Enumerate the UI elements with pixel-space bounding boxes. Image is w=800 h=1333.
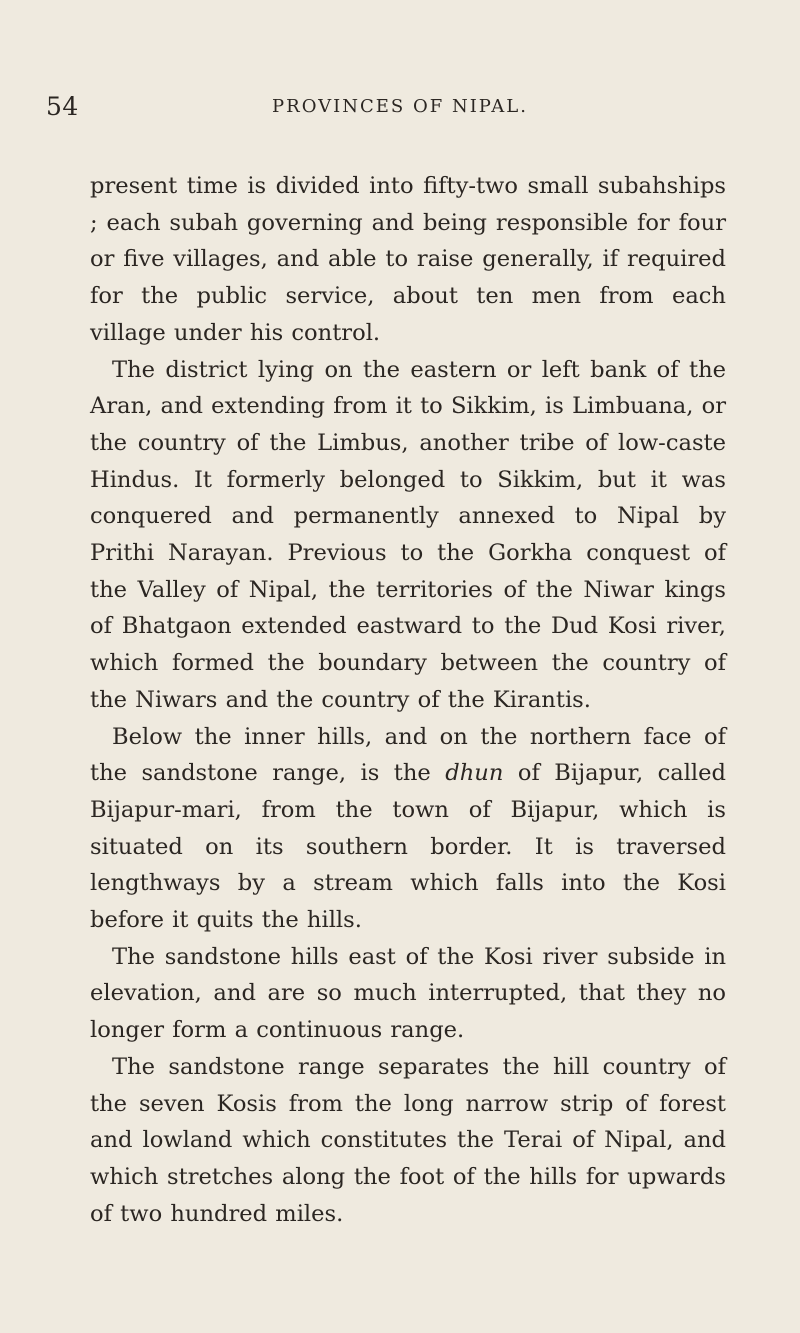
- paragraph-limbuana: The district lying on the eastern or left bank of the Aran, and extending from it to Sikkim, is Limbuana, or the country of the Limbus, another tribe of low-caste Hindus. It formerly belonged to Sikkim, but it was conquered and permanently annexed to Nipal by Prithi Narayan. Previous to the Gorkha conquest of the Valley of Nipal, the territories of the Niwar kings of Bhatgaon extended eastward to the Dud Kosi river, which formed the boundary between the country of the Niwars and the country of the Kirantis.: [90, 356, 726, 713]
- paragraph-sandstone-hills: The sandstone hills east of the Kosi river subside in elevation, and are so much interrupted, that they no longer form a continuous range.: [90, 943, 726, 1044]
- paragraph-continuation: present time is divided into fifty-two small subahships ; each subah governing and being responsible for four or five villages, and able to raise generally, if required for the public service, about ten men from each village under his control.: [90, 173, 726, 346]
- page-header: [0, 92, 800, 132]
- paragraph-bijapur: [90, 719, 726, 939]
- italic-term-dhun: dhun: [445, 760, 504, 787]
- body-text: [90, 168, 726, 1232]
- paragraph-bijapur-part-1: Below the inner hills, and on the northern face of the sandstone range, is the: [90, 723, 726, 787]
- paragraph-terai: The sandstone range separates the hill country of the seven Kosis from the long narrow strip of forest and lowland which constitutes the Terai of Nipal, and which stretches along the foot of the hills for upwards of two hundred miles.: [90, 1053, 726, 1227]
- running-head: PROVINCES OF NIPAL.: [272, 96, 528, 117]
- page-number: 54: [46, 92, 79, 121]
- paragraph-bijapur-part-2: of Bijapur, called Bijapur-mari, from the town of Bijapur, which is situated on its southern border. It is traversed lengthways by a stream which falls into the Kosi before it quits the hills.: [90, 760, 726, 934]
